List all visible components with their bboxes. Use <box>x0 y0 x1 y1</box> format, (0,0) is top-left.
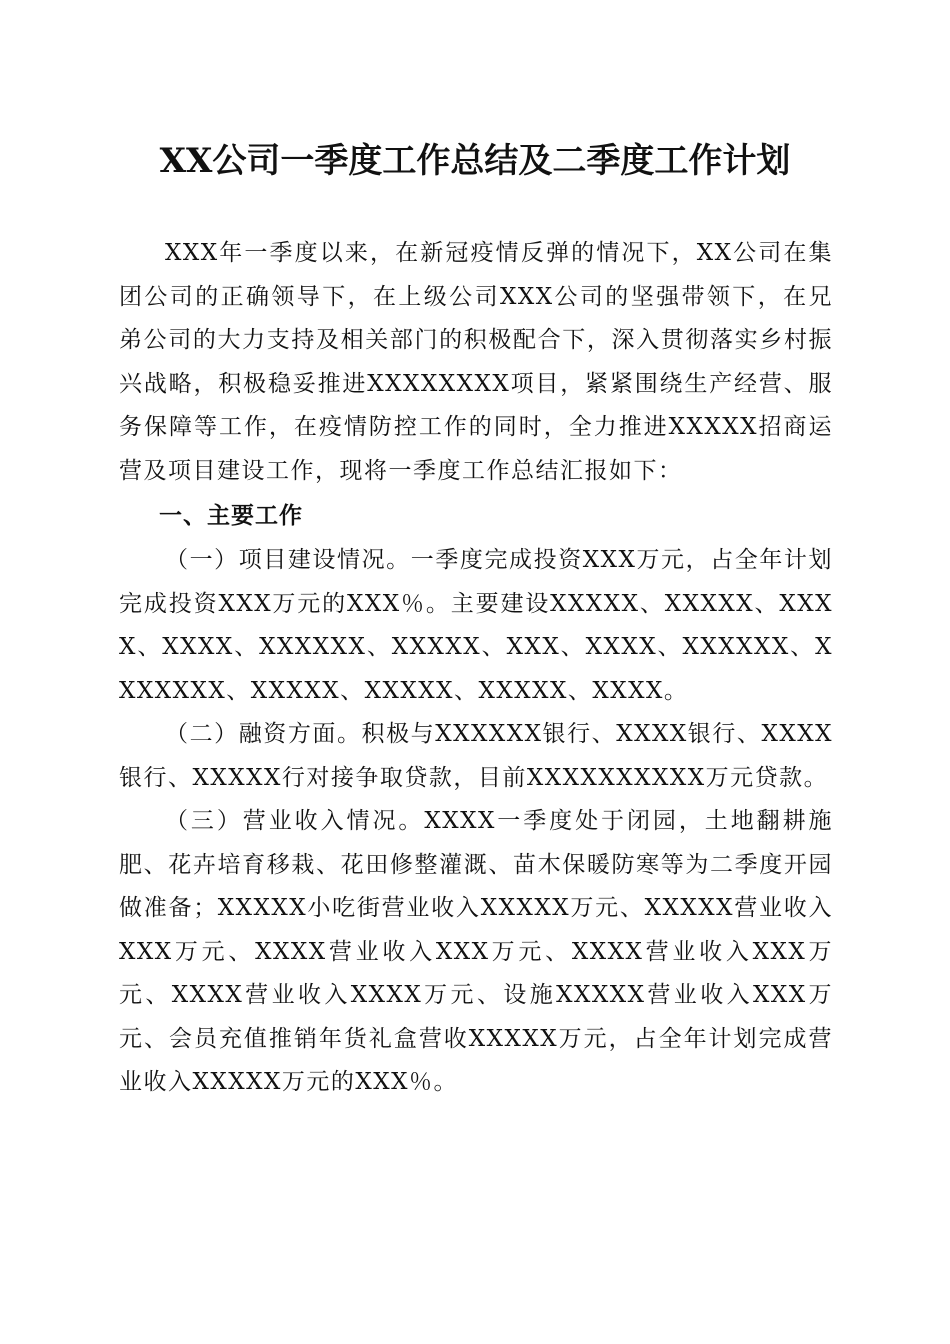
item-lead: （三）营业收入情况。 <box>165 808 425 834</box>
section-heading-main-work: 一、主要工作 <box>159 503 303 529</box>
item-text: 一季度完成投资XXX万元，占全年计划完成投资XXX万元的XXX％。主要建设XXXXX、XXXXX、XXXX、XXXX、XXXXXX、XXXXX、XXX、XXXX、XXXXXX、XXXXXXX、XXXXX、XXXXX、XXXXX、XXXX。 <box>119 547 833 704</box>
document-title: XX公司一季度工作总结及二季度工作计划 <box>159 141 791 181</box>
document-body <box>119 232 833 1105</box>
item-revenue <box>119 800 833 1105</box>
item-text: XXXX一季度处于闭园，土地翻耕施肥、花卉培育移栽、花田修整灌溉、苗木保暖防寒等为二季度开园做准备；XXXXX小吃街营业收入XXXXX万元、XXXXX营业收入XXX万元、XXXX营业收入XXX万元、XXXX营业收入XXX万元、XXXX营业收入XXXX万元、设施XXXXX营业收入XXX万元、会员充值推销年货礼盒营收XXXXX万元，占全年计划完成营业收入XXXXX万元的XXX％。 <box>119 808 834 1095</box>
item-project-construction <box>119 539 833 713</box>
item-lead: （一）项目建设情况。 <box>165 547 411 573</box>
item-lead: （二）融资方面。 <box>165 721 362 747</box>
intro-paragraph: XXX年一季度以来，在新冠疫情反弹的情况下，XX公司在集团公司的正确领导下，在上级公司XXX公司的坚强带领下，在兄弟公司的大力支持及相关部门的积极配合下，深入贯彻落实乡村振兴战略，积极稳妥推进XXXXXXXX项目，紧紧围绕生产经营、服务保障等工作，在疫情防控工作的同时，全力推进XXXXX招商运营及项目建设工作，现将一季度工作总结汇报如下： <box>119 240 833 484</box>
item-financing <box>119 713 833 800</box>
item-text: 积极与XXXXXX银行、XXXX银行、XXXX银行、XXXXX行对接争取贷款，目前XXXXXXXXXX万元贷款。 <box>119 721 833 791</box>
